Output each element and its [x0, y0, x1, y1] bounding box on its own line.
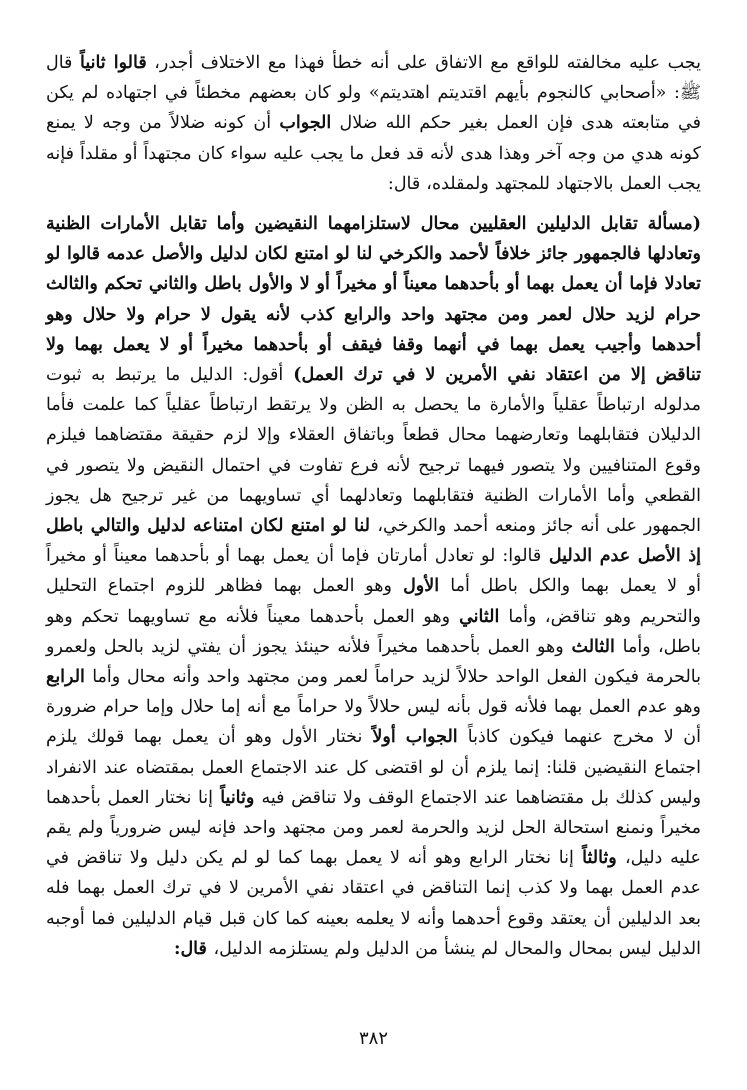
sharh-text-9: إنا نختار الرابع وهو أنه لا يعمل بهما كما لو لم يكن دليل ولا تناقض في عدم العمل بهما ولا كذب إنما التناقض في اعتقاد نفي الأمرين لا في ترك العمل بهما فله بعد الدليلين أن يعتقد وقوع أحدهما وأنه لا يعلمه بعينه كما كان قبل قيام الدليلين فما أوجبه الدليل ليس بمحال والمحال لم ينشأ من الدليل ولم يستلزمه الدليل، — [46, 848, 701, 959]
page-number: ٣٨٢ — [358, 1028, 388, 1049]
intro-text-3: أن كونه ضلالاً من وجه لا يمنع كونه هدي من وجه آخر وهذا هدى لأنه قد فعل ما يجب عليه سواء كان مجتهداً أو مقلداً فإنه يجب العمل بالاجتهاد للمجتهد ولمقلده، قال: — [46, 113, 701, 194]
sharh-text-8: إنا نختار العمل بأحدهما مخيراً ونمنع استحالة الحل لزيد والحرمة لعمر ومن مجتهد واحد فإنه ليس ضرورياً ولم يقم عليه دليل، — [46, 787, 701, 869]
sharh-text-2: قالوا: لو تعادل أمارتان فإما أن يعمل بهما أو بأحدهما معيناً أو مخيراً أو لا يعمل بهما والكل باطل أما — [46, 546, 701, 597]
sharh-text-3: وهو العمل بهما فظاهر للزوم اجتماع التحليل والتحريم وهو تناقض، وأما — [46, 576, 702, 627]
sharh-text-7: نختار الأول وهو أن يعمل بهما قولك يلزم اجتماع النقيضين قلنا: إنما يلزم أن لو اقتضى كل عند الاجتماع العمل بمقتضاه عند الانفراد وليس كذلك بل مقتضاهما عند الاجتماع الوقف ولا تناقض فيه — [46, 727, 702, 808]
intro-bold-1: قالوا ثانياً — [79, 53, 147, 73]
sharh-bold-3: الثاني — [459, 606, 500, 627]
sharh-text-6: وهو عدم العمل بهما فلأنه قول بأنه ليس حلالاً ولا حراماً مع أنه إما حلال وإما حرام ضرورة أن لا مخرج عنهما فيكون كاذباً — [46, 697, 702, 748]
intro-text-1: يجب عليه مخالفته للواقع مع الاتفاق على أنه خطأ فهذا مع الاختلاف أجدر، — [154, 53, 701, 73]
sharh-bold-6: الجواب أولاً — [372, 727, 458, 748]
sharh-bold-8: وثالثاً — [582, 848, 617, 869]
sharh-text-1: أقول: الدليل ما يرتبط به ثبوت مدلوله ارتباطاً عقلياً والأمارة ما يحصل به الظن ولا يرتقط ارتباطاً عقلياً كما علمت فأما الدليلان فتقابلهما وتعارضهما محال قطعاً وباتفاق العقلاء وإلا لزم حقيقة مقتضاهما فيلزم وقوع المتنافيين ولا يتصور فيهما ترجيح لأنه فرع تفاوت في احتمال النقيض ولا يتصور في القطعي وأما الأمارات الظنية فتقابلهما وتعادلهما أي تساويهما من غير ترجيح هل يجوز الجمهور على أنه جائز ومنعه أحمد والكرخي، — [46, 365, 701, 537]
sharh-bold-5: الرابع — [46, 667, 85, 688]
sharh-bold-7: وثانياً — [220, 787, 255, 808]
sharh-bold-9: قال: — [173, 938, 207, 959]
matn-text: (مسألة تقابل الدليلين العقليين محال لاستلزامهما النقيضين وأما تقابل الأمارات الظنية وتعادلها فالجمهور جائز خلافاً لأحمد والكرخي لنا لو امتنع لكان لدليل والأصل عدمه قالوا لو تعادلا فإما أن يعمل بهما أو بأحدهما معيناً أو مخيراً أو لا والأول باطل والثاني تحكم والثالث حرام لزيد حلال لعمر ومن مجتهد واحد والرابع كذب لأنه يقول لا حرام ولا حلال وهو أحدهما وأجيب يعمل بهما في أنهما وقفا فيقف أو بأحدهما مخيراً أو لا يعمل بهما ولا تناقض إلا من اعتقاد نفي الأمرين لا في ترك العمل) — [46, 214, 701, 386]
matn-issue-paragraph — [46, 209, 701, 964]
sharh-bold-2: الأول — [403, 576, 440, 597]
intro-paragraph — [46, 48, 701, 199]
sharh-bold-4: الثالث — [571, 636, 615, 657]
intro-bold-2: الجواب — [279, 113, 332, 134]
sharh-text-4: وهو العمل بأحدهما معيناً فلأنه مع تساويهما تحكم وهو باطل، وأما — [46, 606, 702, 657]
sharh-bold-1: لنا لو امتنع لكان امتناعه لدليل والتالي باطل إذ الأصل عدم الدليل — [46, 516, 701, 567]
intro-text-2: قال ﷺ: «أصحابي كالنجوم بأيهم اقتديتم اهتديتم» ولو كان بعضهم مخطئاً في اجتهاده لم يكن في متابعته هدى فإن العمل بغير حكم الله ضلال — [46, 53, 701, 134]
sharh-text-5: وهو العمل بأحدهما مخيراً فلأنه حينئذ يجوز أن يفتي لزيد بالحل ولعمرو بالحرمة فيكون الفعل الواحد حلالاً لزيد حراماً لعمر ومن مجتهد واحد وأنه محال وأما — [46, 636, 701, 688]
